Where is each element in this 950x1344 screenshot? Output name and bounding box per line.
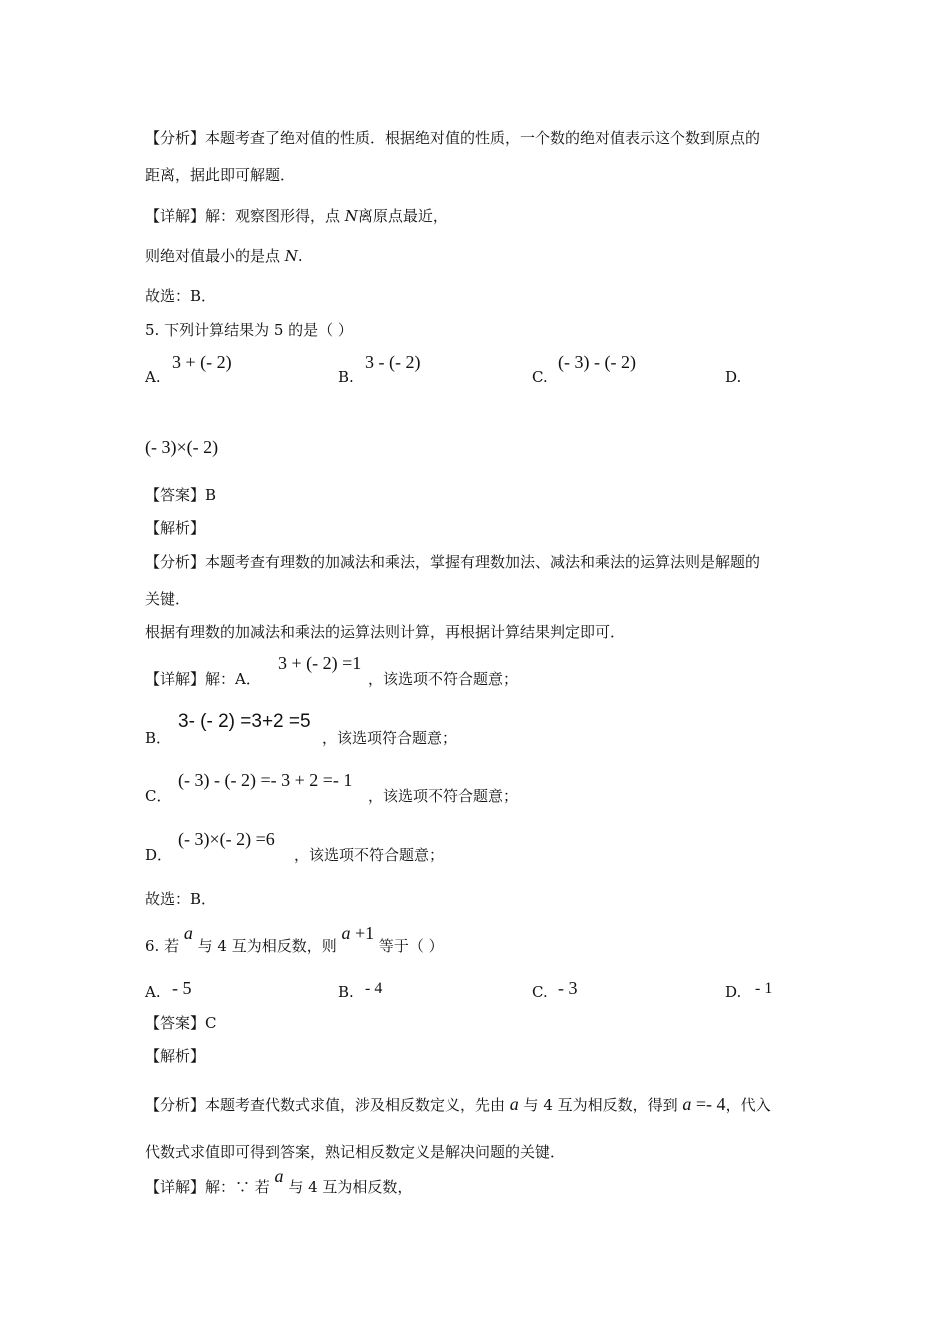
q6-analysis-head: 【解析】 [145, 1047, 206, 1065]
q5-option-a-expr: 3 + (- 2) [172, 352, 232, 372]
q4-detail-line1 [145, 206, 448, 226]
q5-detail-c-prefix: C． [145, 787, 172, 805]
q6-option-c-expr: - 3 [558, 978, 578, 998]
q6-option-d-label: D. [725, 983, 742, 1001]
q5-option-d-label: D. [725, 368, 742, 386]
q4-choose: 故选：B． [145, 287, 217, 305]
var-n: N [284, 247, 298, 265]
var-a: a [183, 923, 193, 943]
q5-option-c-label: C. [532, 368, 548, 386]
q5-detail-d-suffix: ，该选项不符合题意； [294, 846, 445, 864]
q5-detail-a-suffix: ，该选项不符合题意； [368, 670, 519, 688]
q6-option-d-expr: - 1 [755, 980, 773, 997]
text: ，代入 [725, 1096, 771, 1114]
q6-option-c-label: C. [532, 983, 548, 1001]
q5-analysis-line1: 【分析】本题考查有理数的加减法和乘法，掌握有理数加法、减法和乘法的运算法则是解题的 [145, 553, 761, 571]
q5-choose: 故选：B． [145, 890, 217, 908]
q5-option-b-expr: 3 - (- 2) [365, 352, 421, 372]
q5-answer: 【答案】B [145, 486, 217, 504]
var-a: a [682, 1094, 692, 1114]
text: 与 4 互为相反数， [283, 1178, 413, 1196]
q5-analysis-line2: 关键． [145, 590, 191, 608]
var-a: a [274, 1166, 284, 1186]
q6-answer: 【答案】C [145, 1014, 217, 1032]
q6-option-a-expr: - 5 [172, 978, 192, 998]
q6-option-a-label: A. [145, 983, 161, 1001]
var-a: a [341, 923, 351, 943]
q5-detail-b-expr: 3- (- 2) =3+2 =5 [178, 711, 311, 732]
q6-question [145, 923, 444, 956]
q6-option-b-expr: - 4 [365, 980, 383, 997]
q4-detail-line2 [145, 246, 303, 266]
text: 【分析】本题考查代数式求值，涉及相反数定义，先由 [145, 1096, 510, 1114]
text: 【详解】解：∵ 若 [145, 1178, 275, 1196]
text: 【详解】解：观察图形得，点 [145, 207, 345, 225]
q5-option-b-label: B. [338, 368, 354, 386]
q5-option-a-label: A. [145, 368, 161, 386]
q5-detail-b-prefix: B． [145, 729, 172, 747]
q5-detail-c-suffix: ，该选项不符合题意； [368, 787, 519, 805]
text: 等于（ ） [374, 937, 444, 955]
text: 与 4 互为相反数，则 [192, 937, 342, 955]
q5-detail-d-expr: (- 3)×(- 2) =6 [178, 829, 275, 849]
q6-option-b-label: B. [338, 983, 354, 1001]
text: 6. 若 [145, 937, 184, 955]
q5-question: 5. 下列计算结果为 5 的是（ ） [145, 321, 353, 339]
q6-analysis-line2: 代数式求值即可得到答案，熟记相反数定义是解决问题的关键． [145, 1143, 566, 1161]
q5-analysis-line3: 根据有理数的加减法和乘法的运算法则计算，再根据计算结果判定即可． [145, 623, 626, 641]
q5-detail-c-expr: (- 3) - (- 2) =- 3 + 2 =- 1 [178, 770, 353, 790]
text: 与 4 互为相反数，得到 [518, 1096, 683, 1114]
expr-a-eq-minus4 [682, 1094, 725, 1114]
text: 离原点最近， [357, 207, 448, 225]
text: =- 4 [691, 1094, 726, 1114]
q6-analysis-line1 [145, 1094, 771, 1115]
q5-option-c-expr: (- 3) - (- 2) [558, 352, 636, 372]
q5-option-d-expr: (- 3)×(- 2) [145, 437, 219, 457]
q4-analysis-line2: 距离，据此即可解题． [145, 166, 296, 184]
text: +1 [350, 923, 375, 943]
text: 则绝对值最小的是点 [145, 247, 285, 265]
q4-analysis-line1: 【分析】本题考查了绝对值的性质．根据绝对值的性质，一个数的绝对值表示这个数到原点的 [145, 129, 761, 147]
var-n: N [344, 207, 358, 225]
var-a: a [509, 1094, 519, 1114]
q5-analysis-head: 【解析】 [145, 519, 206, 537]
q5-detail-d-prefix: D． [145, 846, 173, 864]
q5-detail-a-expr: 3 + (- 2) =1 [278, 653, 362, 673]
expr-a-plus-1 [341, 923, 374, 943]
q5-detail-b-suffix: ，该选项符合题意； [322, 729, 458, 747]
q6-detail-line1 [145, 1166, 413, 1197]
text: . [297, 247, 303, 265]
q5-detail-a-prefix: 【详解】解：A． [145, 670, 261, 688]
